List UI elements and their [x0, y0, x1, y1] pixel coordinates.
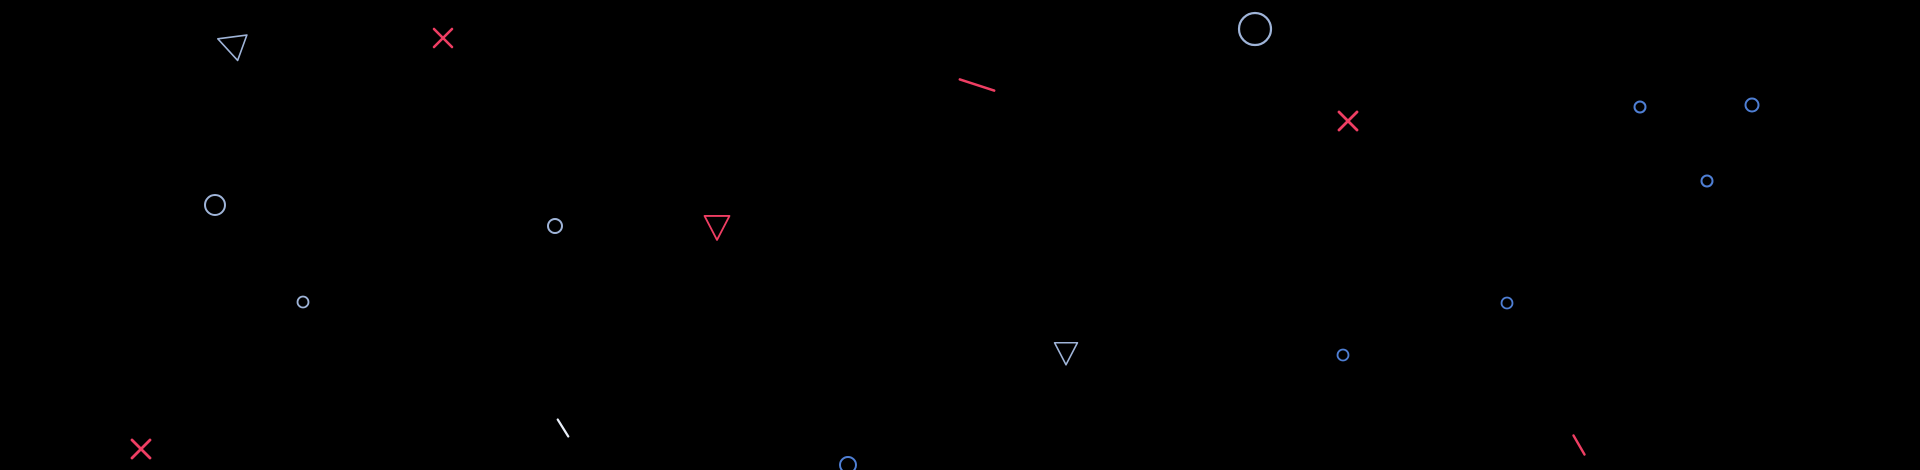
line-segment-top-center-icon — [937, 45, 1017, 125]
x-mark-top-left-icon — [403, 0, 483, 78]
triangle-outline-left-top-icon — [192, 4, 272, 84]
x-mark-top-right-icon — [1308, 81, 1388, 161]
triangle-outline-center-icon — [677, 186, 757, 266]
line-segment-bottom-right-icon — [1539, 405, 1619, 470]
triangle-outline-right-icon — [1026, 312, 1106, 392]
circle-small-far-right-c-icon — [1667, 141, 1747, 221]
circle-small-bottom-center-icon — [808, 425, 888, 470]
circle-medium-left-icon — [175, 165, 255, 245]
line-segment-bottom-left-icon — [523, 388, 603, 468]
circle-tiny-left-icon — [263, 262, 343, 342]
circle-large-top-right-icon — [1215, 0, 1295, 69]
circle-small-far-right-b-icon — [1712, 65, 1792, 145]
circle-small-far-right-a-icon — [1600, 67, 1680, 147]
circle-tiny-right-b-icon — [1303, 315, 1383, 395]
circle-small-center-left-icon — [515, 186, 595, 266]
circle-tiny-right-a-icon — [1467, 263, 1547, 343]
x-mark-bottom-left-icon — [101, 409, 181, 470]
